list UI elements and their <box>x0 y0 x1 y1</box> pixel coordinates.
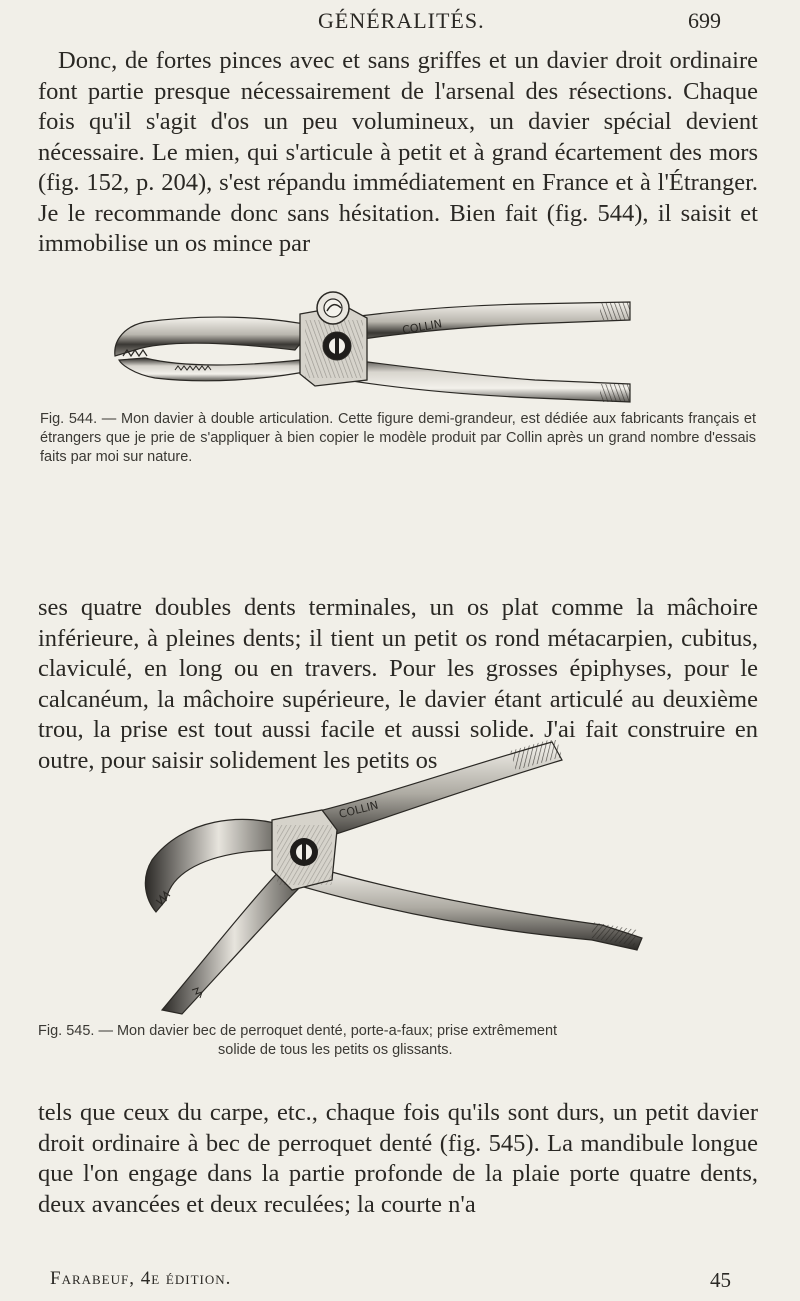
figure-544-caption-label: Fig. 544. <box>40 411 98 427</box>
figure-544-caption-text: — Mon davier à double articulation. Cette figure demi-grandeur, est dédiée aux fabricants français et étrangers que je prie de s'appliquer à bien copier le modèle produit par Collin après un grand nombre d'essais faits par moi sur nature. <box>40 411 756 465</box>
paragraph-1-text: Donc, de fortes pinces avec et sans griffes et un davier droit ordinaire font partie presque nécessairement de l'arsenal des résections. Chaque fois qu'il s'agit d'os un peu volumineux, un davier spécial devient nécessaire. Le mien, qui s'articule à petit et à grand écartement des mors (fig. 152, p. 204), s'est répandu immédiatement en France et à l'Étranger. Je le recommande donc sans hésitation. Bien fait (fig. 544), il saisit et immobilise un os mince par <box>38 47 758 257</box>
page-number: 699 <box>688 8 721 33</box>
paragraph-3-text: tels que ceux du carpe, etc., chaque fois qu'ils sont durs, un petit davier droit ordinaire à bec de perroquet denté (fig. 545). La mandibule longue que l'on engage dans la partie profonde de la plaie porte quatre dents, deux avancées et deux reculées; la courte n'a <box>38 1099 758 1218</box>
paragraph-2-text: ses quatre doubles dents terminales, un os plat comme la mâchoire inférieure, à pleines dents; il tient un petit os rond métacarpien, cubitus, claviculé, en long ou en travers. Pour les grosses épiphyses, pour le calcanéum, la mâchoire supérieure, le davier étant articulé au deuxième trou, la prise est tout aussi facile et aussi solide. J'ai fait construire en outre, pour saisir solidement les petits os <box>38 594 758 774</box>
figure-545-caption <box>38 1022 756 1060</box>
figure-544-engraved-mark: COLLIN <box>401 317 443 337</box>
printer-signature: Farabeuf, 4e édition. <box>50 1268 232 1289</box>
sheet-number: 45 <box>710 1268 731 1292</box>
figure-545-forceps-engraving <box>132 740 660 1015</box>
paragraph-3 <box>38 1098 758 1220</box>
figure-544-caption <box>40 410 756 467</box>
running-title: GÉNÉRALITÉS. <box>318 8 485 33</box>
figure-545-caption-label: Fig. 545. <box>38 1023 95 1039</box>
figure-545-engraved-mark: COLLIN <box>337 798 380 821</box>
figure-545-caption-line-1: — Mon davier bec de perroquet denté, porte-a-faux; prise extrêmement <box>98 1023 558 1039</box>
running-header <box>0 6 800 36</box>
figure-545-caption-line-2: solide de tous les petits os glissants. <box>218 1042 453 1058</box>
figure-544-forceps-engraving <box>105 284 635 404</box>
paragraph-1 <box>38 46 758 260</box>
page-footer <box>40 1268 760 1296</box>
